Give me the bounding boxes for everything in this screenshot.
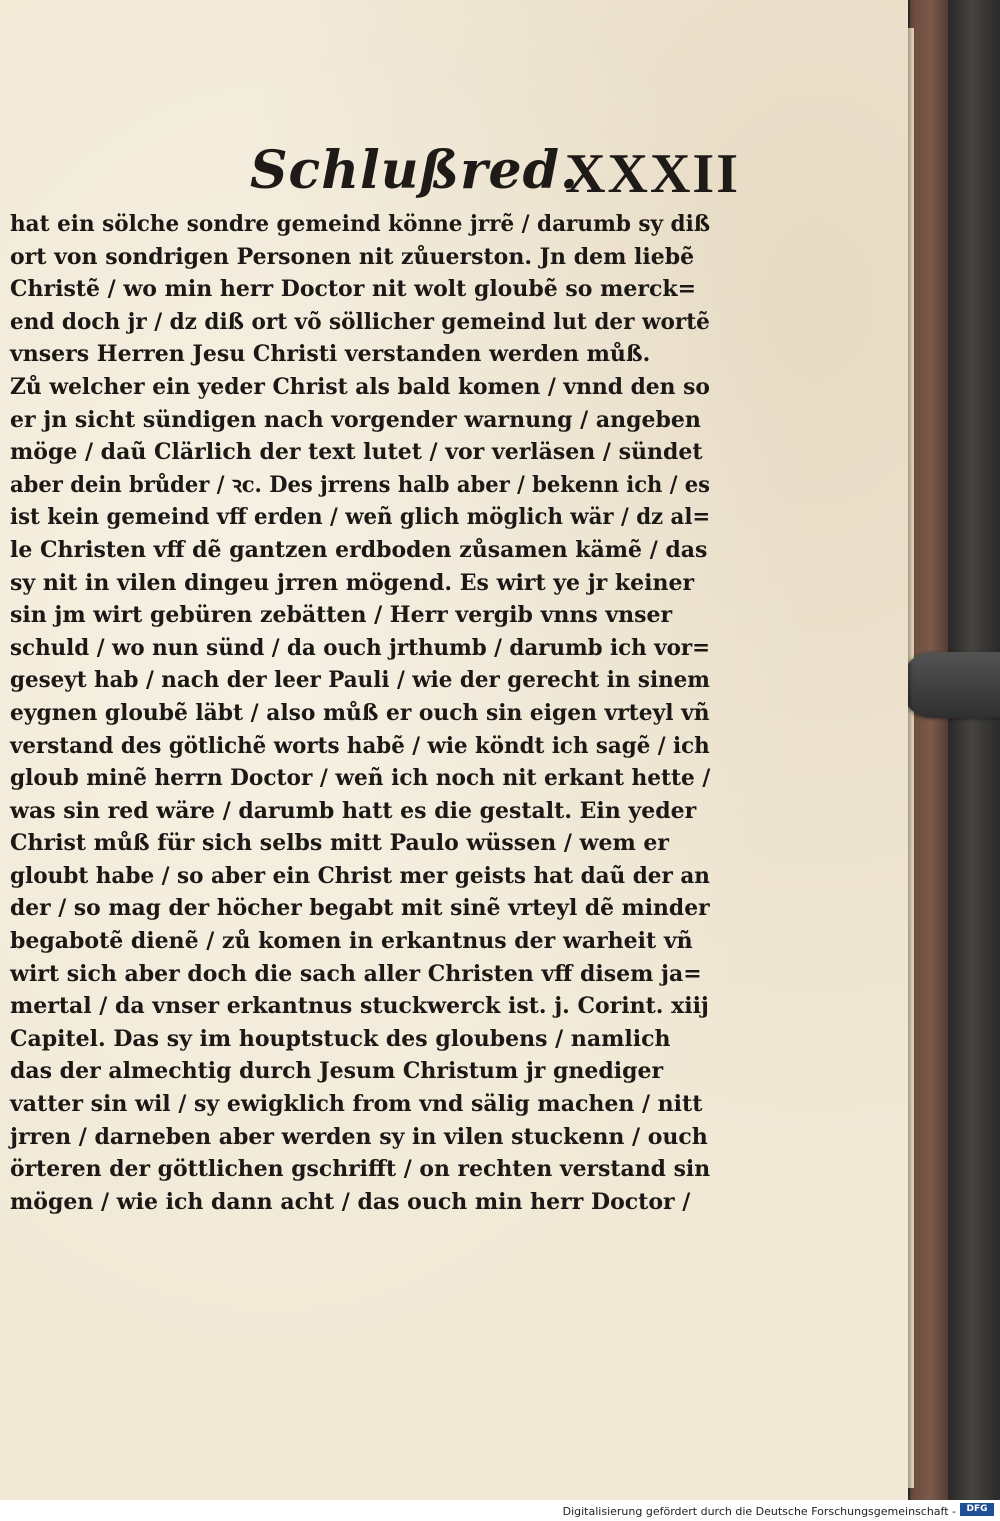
folio-number: XXXII [565, 143, 740, 205]
text-line: hat ein sölche sondre gemeind könne jrrẽ / darumb sy diß [10, 211, 711, 237]
text-line: jrren / darneben aber werden sy in vilen stuckenn / ouch [10, 1123, 708, 1150]
text-line: wirt sich aber doch die sach aller Christen vff disem ja= [10, 960, 702, 987]
page-clip [902, 652, 1000, 718]
text-line: ort von sondrigen Personen nit zůuerston. Jn dem liebẽ [10, 243, 695, 270]
book-cover-edge [910, 0, 952, 1500]
text-line: er jn sicht sündigen nach vorgender warnung / angeben [10, 406, 701, 433]
text-line: end doch jr / dz diß ort võ söllicher gemeind lut der wortẽ [10, 308, 710, 335]
text-line: geseyt hab / nach der leer Pauli / wie der gerecht in sinem [10, 667, 710, 694]
text-line: gloubt habe / so aber ein Christ mer geists hat daũ der an [10, 862, 710, 889]
text-line: eygnen gloubẽ läbt / also můß er ouch sin eigen vrteyl vñ [10, 699, 710, 726]
text-line: vnsers Herren Jesu Christi verstanden werden můß. [10, 341, 651, 368]
text-line: mögen / wie ich dann acht / das ouch min herr Doctor / [10, 1188, 691, 1215]
text-line: verstand des götlichẽ worts habẽ / wie köndt ich sagẽ / ich [10, 732, 710, 759]
text-line: begabotẽ dienẽ / zů komen in erkantnus der warheit vñ [10, 928, 693, 955]
text-line: mertal / da vnser erkantnus stuckwerck ist. j. Corint. xiij [10, 993, 709, 1020]
binding-edge [948, 0, 1000, 1500]
text-line: aber dein brůder / ꝛc. Des jrrens halb aber / bekenn ich / es [10, 471, 710, 498]
text-line: Zů welcher ein yeder Christ als bald komen / vnnd den so [10, 373, 710, 400]
text-line: örteren der göttlichen gschrifft / on rechten verstand sin [10, 1156, 711, 1183]
text-line: vatter sin wil / sy ewigklich from vnd sälig machen / nitt [10, 1091, 703, 1118]
running-head: Schlußred. [250, 140, 580, 201]
page-header [250, 140, 740, 210]
footer-credit: Digitalisierung gefördert durch die Deutsche Forschungsgemeinschaft - [562, 1505, 956, 1518]
text-line: Christ můß für sich selbs mitt Paulo wüssen / wem er [10, 830, 670, 857]
text-line: schuld / wo nun sünd / da ouch jrthumb / darumb ich vor= [10, 634, 711, 661]
text-line: sin jm wirt gebüren zebätten / Herr vergib vnns vnser [10, 602, 673, 629]
text-block [10, 208, 710, 1218]
dfg-logo: DFG [960, 1503, 994, 1516]
text-line: Capitel. Das sy im houptstuck des gloubens / namlich [10, 1025, 671, 1052]
text-line: das der almechtig durch Jesum Christum jr gnediger [10, 1058, 664, 1085]
text-line: ist kein gemeind vff erden / weñ glich möglich wär / dz al= [10, 504, 711, 531]
text-line: Christẽ / wo min herr Doctor nit wolt gloubẽ so merck= [10, 276, 697, 303]
text-line: was sin red wäre / darumb hatt es die gestalt. Ein yeder [10, 797, 697, 824]
text-line: gloub minẽ herrn Doctor / weñ ich noch nit erkant hette / [10, 765, 711, 792]
text-line: le Christen vff dẽ gantzen erdboden zůsamen kämẽ / das [10, 536, 708, 563]
text-line: sy nit in vilen dingeu jrren mögend. Es wirt ye jr keiner [10, 569, 695, 596]
text-line: der / so mag der höcher begabt mit sinẽ vrteyl dẽ minder [10, 895, 710, 922]
text-line: möge / daũ Clärlich der text lutet / vor verläsen / sündet [10, 439, 703, 466]
